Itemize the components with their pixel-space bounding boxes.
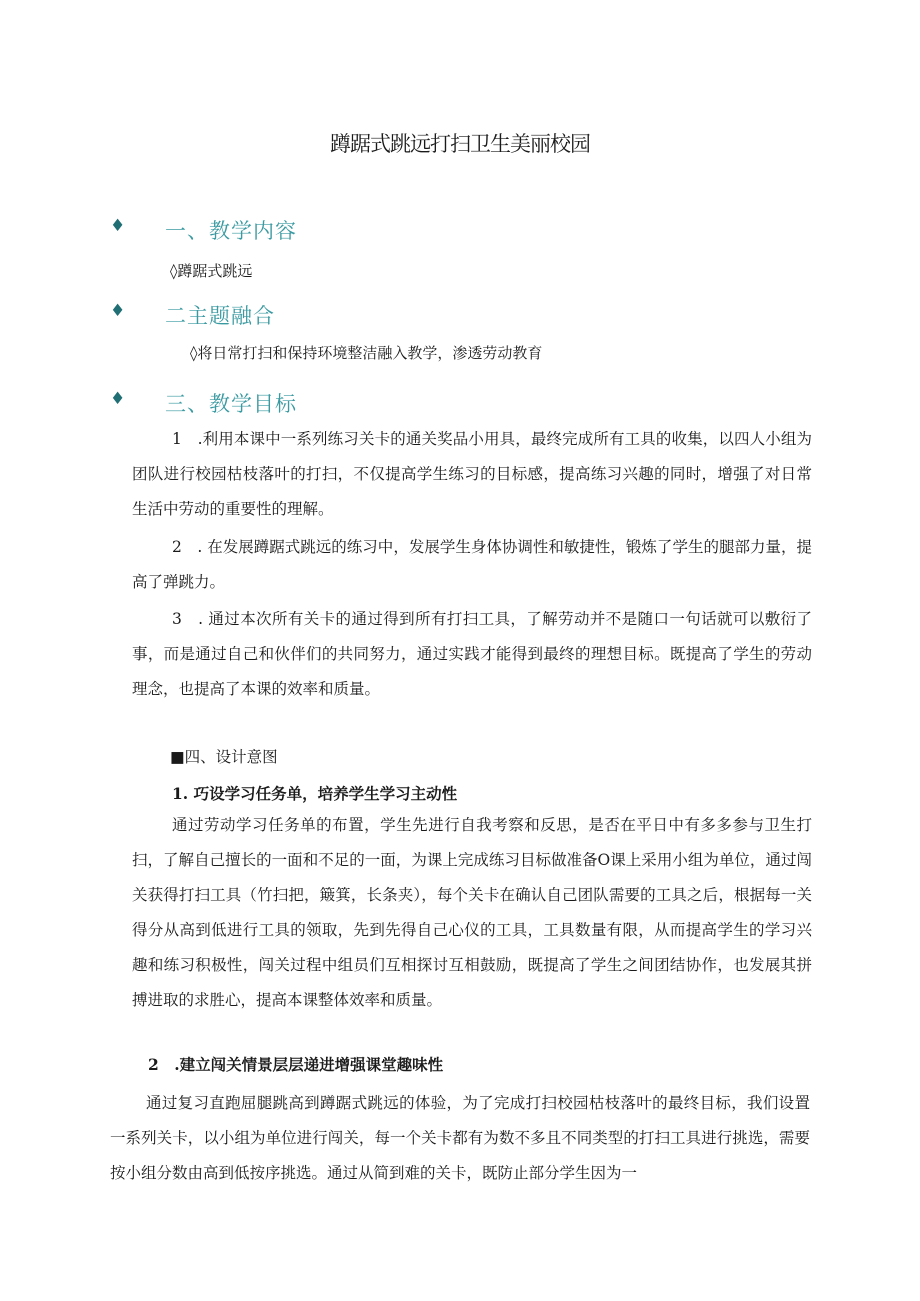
section-1-title: 一、教学内容: [165, 219, 297, 243]
diamond-bullet-icon: ♦: [110, 301, 126, 321]
design-point-1-text: 通过劳动学习任务单的布置，学生先进行自我考察和反思，是否在平日中有多多参与卫生打扫，了解自己擅长的一面和不足的一面，为课上完成练习目标做准备O课上采用小组为单位，通过闯关获得打扫工具（竹扫把，簸箕，长条夹），每个关卡在确认自己团队需要的工具之后，根据每一关得分从高到低进行工具的领取，先到先得自己心仪的工具，工具数量有限，从而提高学生的学习兴趣和练习积极性，闯关过程中组员们互相探讨互相鼓励，既提高了学生之间团结协作，也发展其拼搏进取的求胜心，提高本课整体效率和质量。: [132, 816, 812, 1009]
goal-paragraph-3: [132, 602, 812, 707]
section-4-title: ■四、设计意图: [170, 748, 278, 766]
diamond-bullet-icon: ♦: [110, 216, 126, 236]
design-point-1-paragraph: [132, 808, 812, 1018]
section-heading-3: [110, 388, 710, 416]
goal-3-text: 3 . 通过本次所有关卡的通过得到所有打扫工具，了解劳动并不是随口一句话就可以敷衍了事，而是通过自己和伙伴们的共同努力，通过实践才能得到最终的理想目标。既提高了学生的劳动理念，也提高了本课的效率和质量。: [132, 610, 812, 698]
goal-paragraph-2: [132, 530, 812, 600]
section-heading-1: [110, 215, 710, 243]
design-point-2-text: 通过复习直跑屈腿跳高到蹲踞式跳远的体验，为了完成打扫校园枯枝落叶的最终目标，我们设置一系列关卡，以小组为单位进行闯关，每一个关卡都有为数不多且不同类型的打扫工具进行挑选，需要按小组分数由高到低按序挑选。通过从简到难的关卡，既防止部分学生因为一: [110, 1094, 810, 1182]
design-point-2-title: 2 .建立闯关情景层层递进增强课堂趣味性: [148, 1055, 444, 1074]
section-2-item: ◊将日常打扫和保持环境整洁融入教学，渗透劳动教育: [190, 344, 543, 362]
section-2-title: 二主题融合: [165, 304, 275, 328]
goal-2-text: 2 . 在发展蹲踞式跳远的练习中，发展学生身体协调性和敏捷性，锻炼了学生的腿部力量，提高了弹跳力。: [132, 538, 812, 591]
goal-1-text: 1 .利用本课中一系列练习关卡的通关奖品小用具，最终完成所有工具的收集，以四人小组为团队进行校园枯枝落叶的打扫，不仅提高学生练习的目标感，提高练习兴趣的同时，增强了对日常生活中劳动的重要性的理解。: [132, 430, 812, 518]
section-heading-2: [110, 300, 710, 328]
goal-paragraph-1: [132, 422, 812, 527]
design-point-2-paragraph: [110, 1086, 810, 1191]
section-3-title: 三、教学目标: [165, 392, 297, 416]
diamond-bullet-icon: ♦: [110, 389, 126, 409]
document-title: 蹲踞式跳远打扫卫生美丽校园: [330, 132, 590, 156]
section-1-item: ◊蹲踞式跳远: [170, 262, 253, 280]
design-point-1-title: 1. 巧设学习任务单，培养学生学习主动性: [172, 784, 458, 803]
